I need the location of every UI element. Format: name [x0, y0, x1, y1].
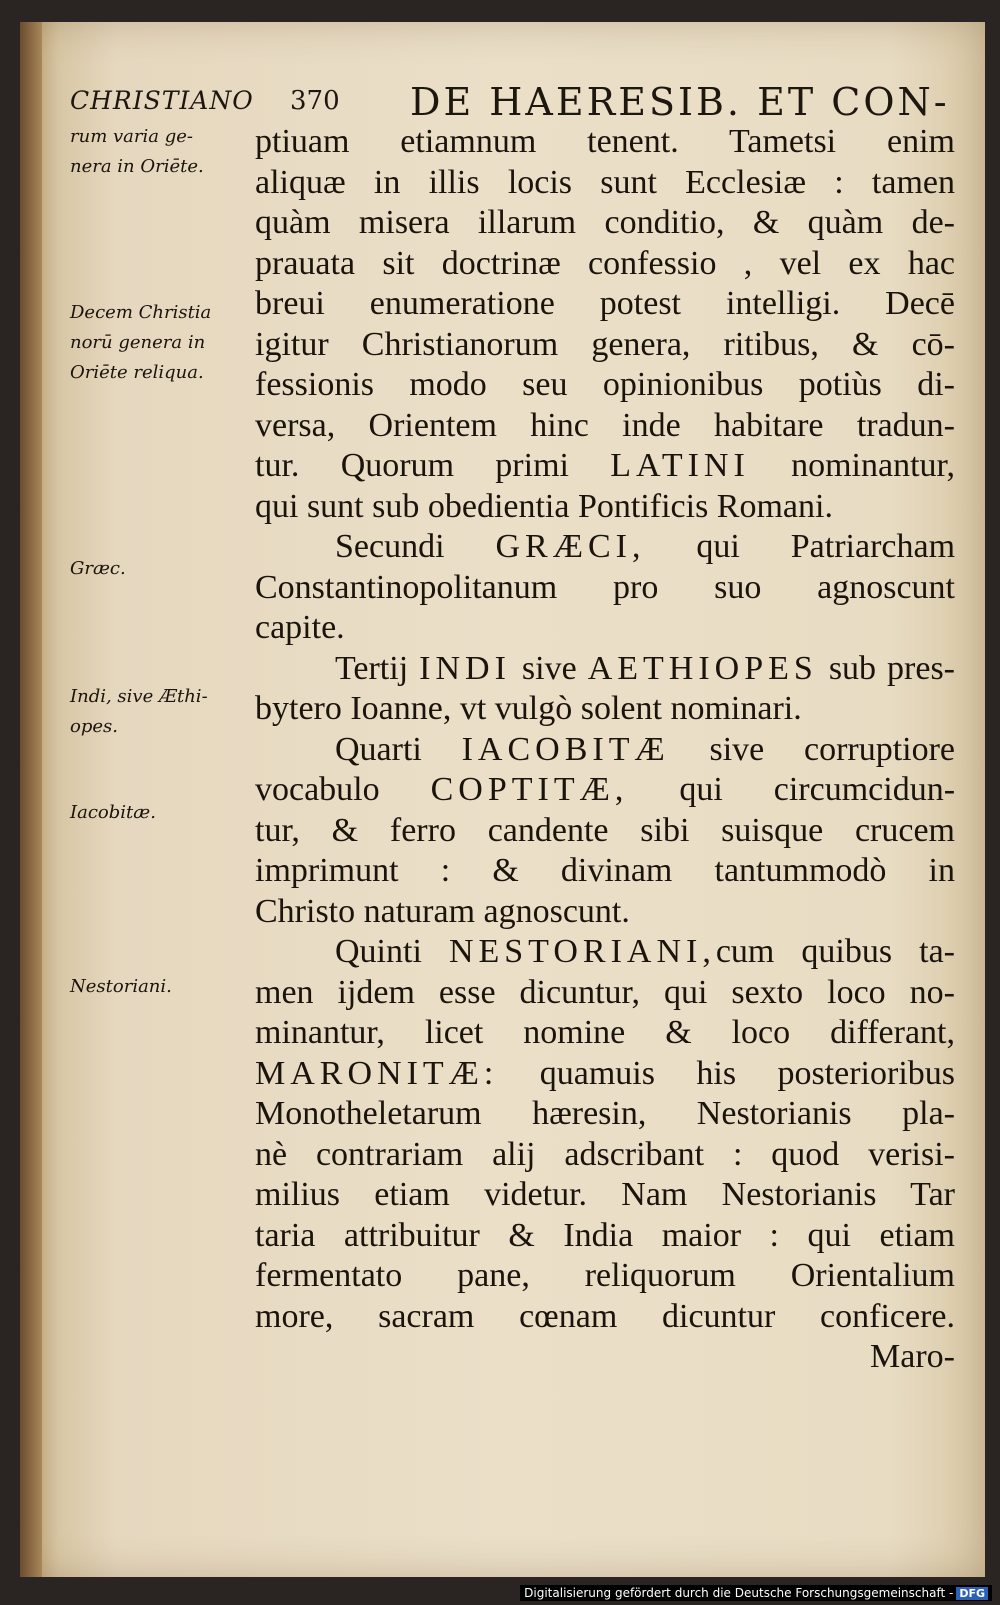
text-line: ptiuam etiamnum tenent. Tametsi enim: [255, 123, 955, 160]
book-page: [20, 22, 985, 1577]
text-line: imprimunt : & divinam tantummodò in: [255, 852, 955, 889]
text-line: aliquæ in illis locis sunt Ecclesiæ : tamen: [255, 163, 955, 201]
page-number: 370: [290, 86, 340, 116]
text-line: minantur, licet nomine & loco differant,: [255, 1014, 955, 1051]
text-line: men ijdem esse dicuntur, qui sexto loco no-: [255, 973, 955, 1011]
text-line: vocabulo COPTITÆ, qui circumcidun-: [255, 771, 956, 808]
margin-note: Nestoriani.: [70, 976, 172, 997]
text-line: MARONITÆ: quamuis his posterioribus: [255, 1054, 955, 1092]
text-line: Quinti NESTORIANI,cum quibus ta-: [335, 933, 955, 970]
text-line: Constantinopolitanum pro suo agnoscunt: [255, 568, 955, 606]
text-line: qui sunt sub obedientia Pontificis Romani.: [255, 487, 833, 525]
text-line: quàm misera illarum conditio, & quàm de-: [255, 204, 955, 241]
text-line: fessionis modo seu opinionibus potiùs di-: [255, 366, 955, 403]
small-caps-name: LATINI: [610, 447, 750, 484]
text-line: Monotheletarum hæresin, Nestorianis pla-: [255, 1095, 955, 1132]
text-line: breui enumeratione potest intelligi. Decē: [255, 285, 955, 322]
text-line: capite.: [255, 609, 345, 646]
small-caps-name: IACOBITÆ: [461, 730, 670, 768]
text-line: Christo naturam agnoscunt.: [255, 892, 630, 930]
margin-note: Græc.: [70, 558, 126, 579]
text-line: fermentato pane, reliquorum Orientalium: [255, 1257, 955, 1294]
text-line: tur, & ferro candente sibi suisque crucem: [255, 811, 955, 849]
margin-note: Iacobitæ.: [70, 802, 156, 823]
text-line: prauata sit doctrinæ confessio , vel ex hac: [255, 244, 955, 282]
text-line: taria attribuitur & India maior : qui etiam: [255, 1216, 955, 1254]
margin-note: Indi, sive Æthi- opes.: [70, 686, 208, 737]
small-caps-name: GRÆCI,: [495, 528, 646, 565]
text-line: Tertij INDI sive AETHIOPES sub pres-: [335, 649, 956, 687]
margin-note: Decem Christia norū genera in Oriēte reliqua.: [70, 302, 212, 383]
text-line: milius etiam videtur. Nam Nestorianis Tar: [255, 1176, 955, 1213]
margin-note: rum varia ge- nera in Oriēte.: [70, 126, 204, 177]
text-line: igitur Christianorum genera, ritibus, & cō-: [255, 325, 955, 363]
running-title: DE HAERESIB. ET CON-: [410, 80, 950, 124]
text-line: nè contrariam alij adscribant : quod verisi-: [255, 1135, 955, 1173]
text-line: Quarti IACOBITÆ sive corruptiore: [335, 730, 956, 768]
text-line: more, sacram cœnam dicuntur conficere.: [255, 1297, 955, 1335]
catchword: Maro-: [870, 1338, 955, 1375]
text-line: Secundi GRÆCI, qui Patriarcham: [335, 528, 956, 565]
text-line: tur. Quorum primi LATINI nominantur,: [255, 447, 955, 484]
running-head-left: CHRISTIANO: [70, 86, 254, 115]
dfg-logo-icon: DFG: [956, 1587, 988, 1600]
small-caps-name: COPTITÆ,: [430, 771, 629, 808]
small-caps-name: NESTORIANI,: [448, 933, 716, 970]
digitization-credit: Digitalisierung gefördert durch die Deutsche Forschungsgemeinschaft - DFG: [520, 1585, 992, 1601]
text-line: versa, Orientem hinc inde habitare tradun-: [255, 406, 955, 444]
text-line: bytero Ioanne, vt vulgò solent nominari.: [255, 690, 802, 727]
body-text: [255, 122, 955, 1378]
small-caps-name: AETHIOPES: [587, 649, 818, 687]
small-caps-name: INDI: [419, 649, 511, 687]
small-caps-name: MARONITÆ:: [255, 1054, 499, 1092]
